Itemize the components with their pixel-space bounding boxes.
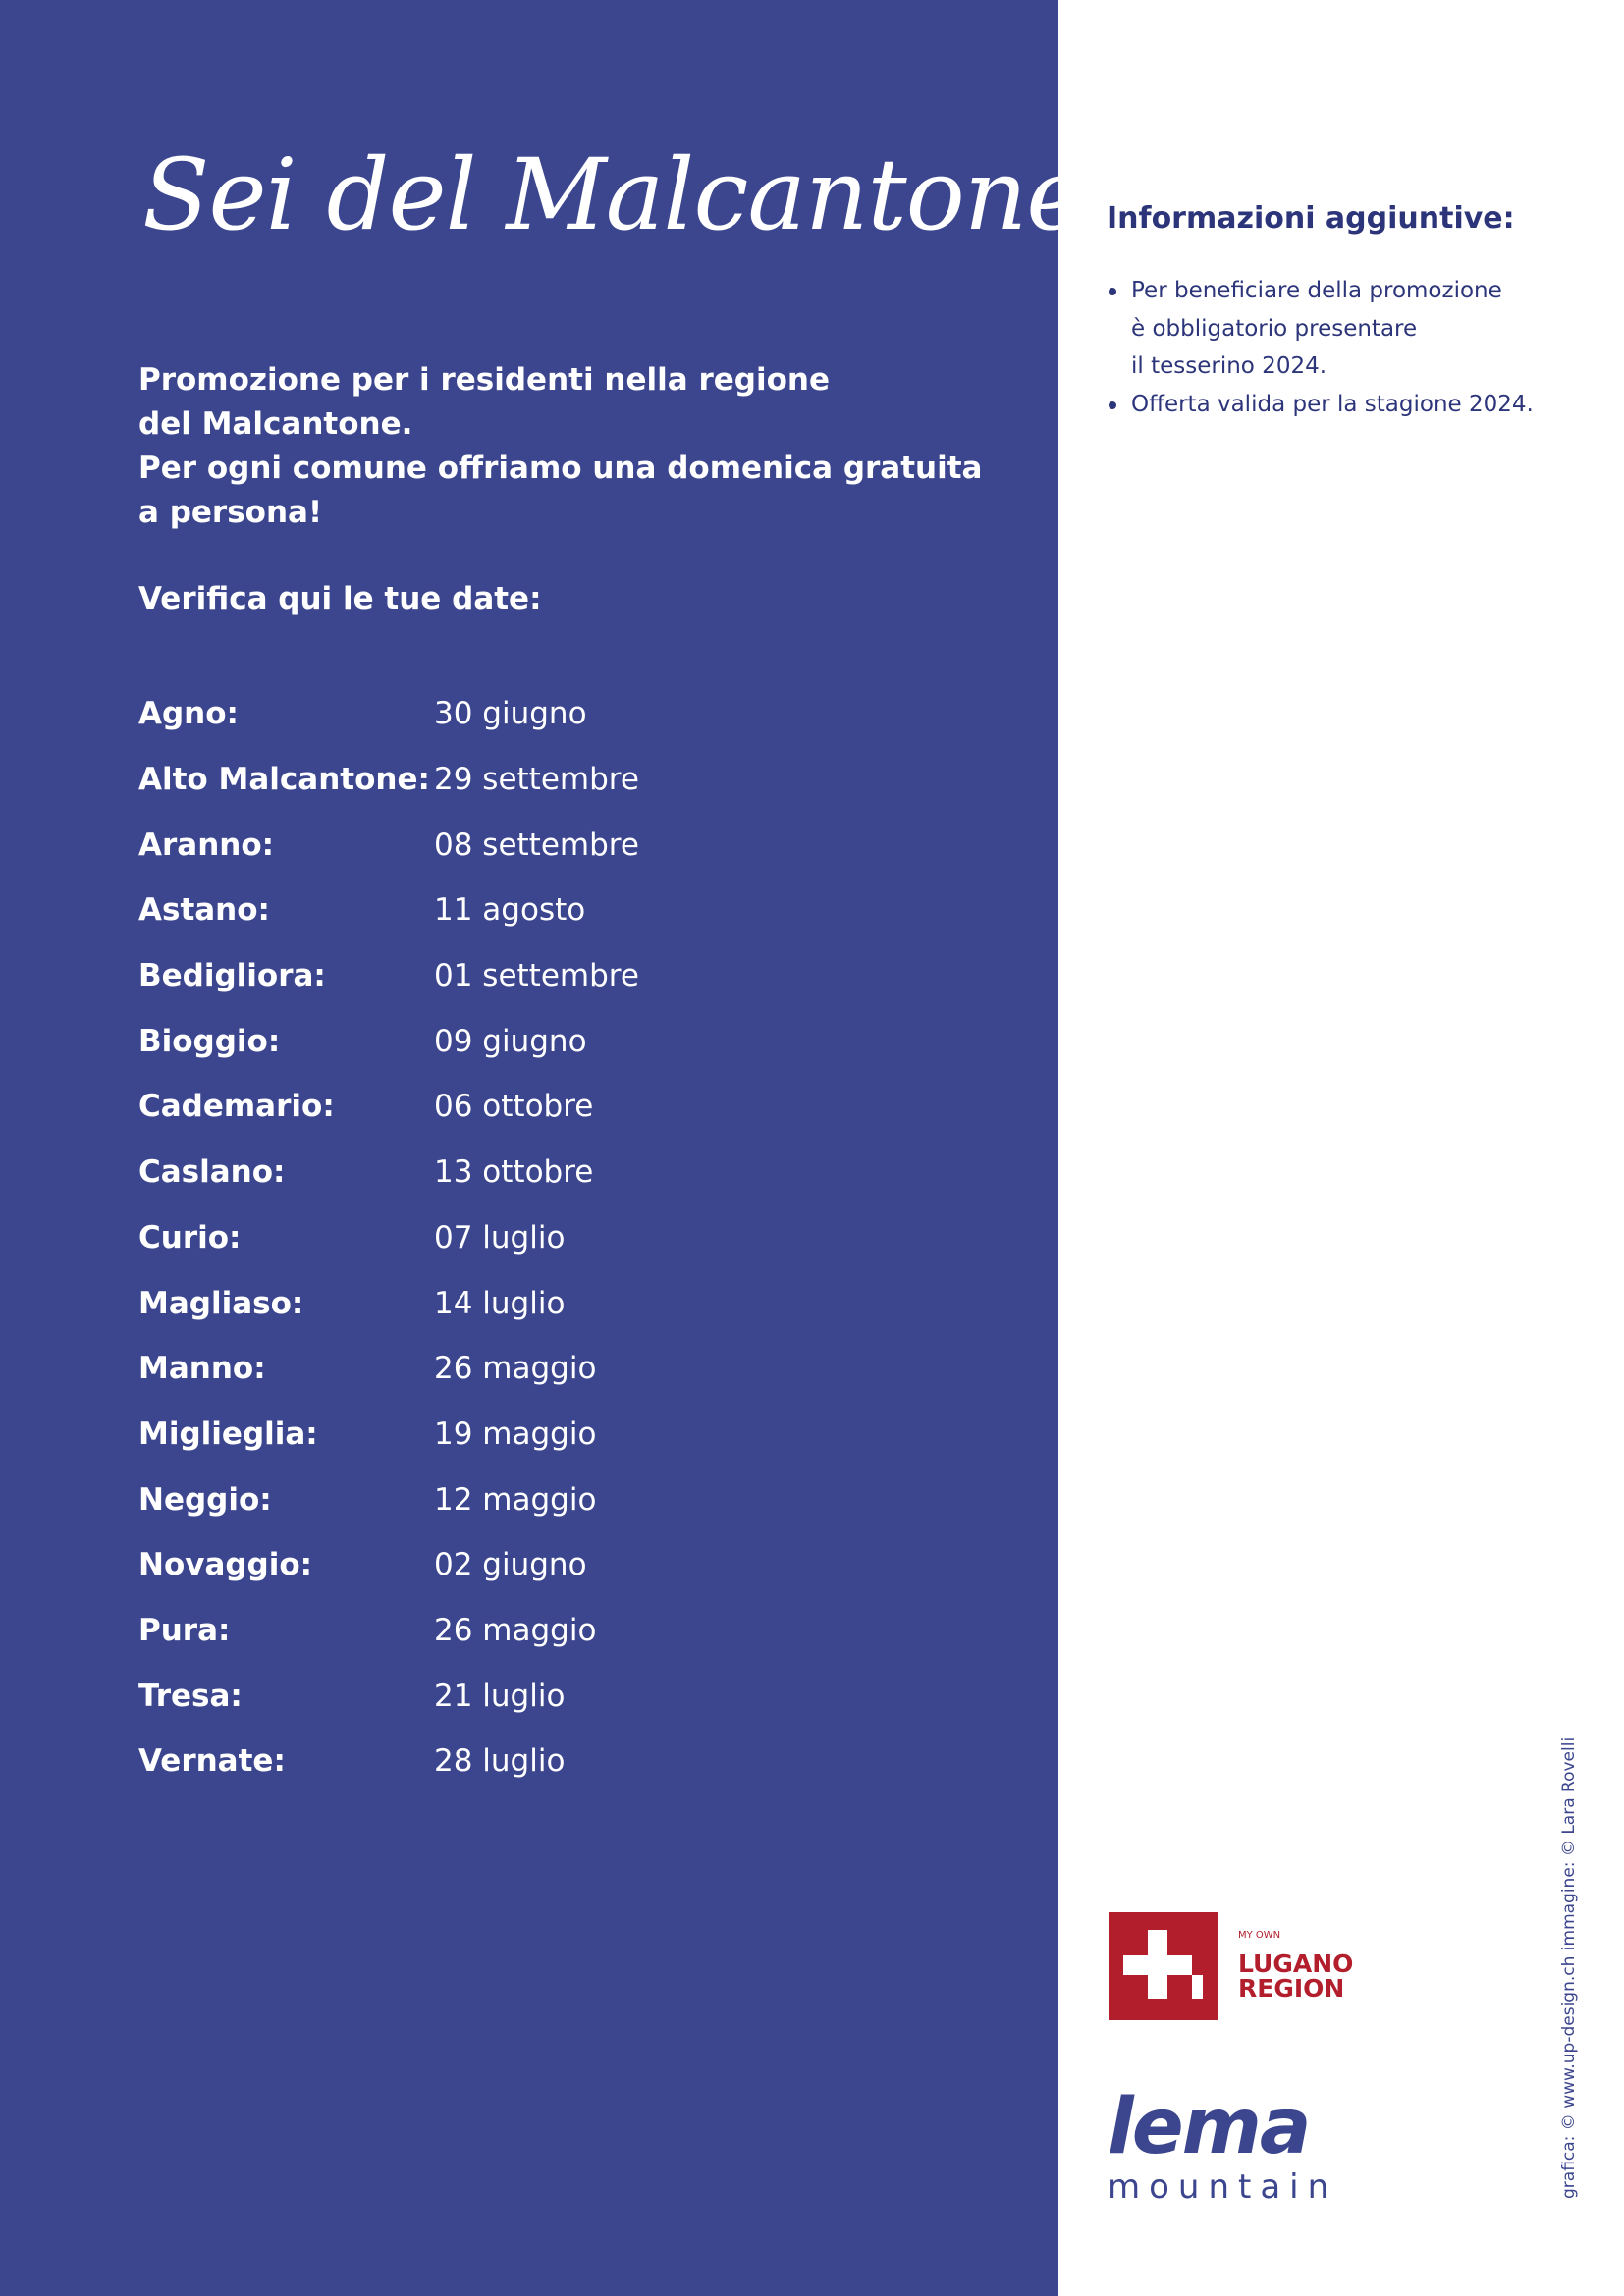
lugano-tagline: MY OWN [1238,1930,1281,1941]
town-name: Vernate: [138,1743,286,1780]
date-row [138,1532,639,1598]
town-date: 26 maggio [434,1612,597,1648]
town-date: 26 maggio [434,1351,597,1387]
town-name: Cademario: [138,1089,335,1125]
town-date: 08 settembre [434,827,639,863]
lugano-region-logo [1238,1951,1353,2001]
swiss-cross-shape [1109,1912,1218,2020]
town-date: 12 maggio [434,1481,597,1518]
date-row [138,1729,639,1794]
date-row [138,1140,639,1205]
town-date: 13 ottobre [434,1154,594,1191]
town-name: Alto Malcantone: [138,762,430,798]
town-name: Astano: [138,892,270,929]
town-date: 01 settembre [434,958,639,994]
date-row [138,1205,639,1271]
town-name: Aranno: [138,827,275,863]
town-name: Magliaso: [138,1285,304,1321]
town-date: 06 ottobre [434,1089,594,1125]
date-row [138,1402,639,1468]
date-row [138,878,639,943]
date-row [138,681,639,747]
town-date: 11 agosto [434,892,586,929]
credits-text: grafica: © www.up-design.ch immagine: © Lara Rovelli [1559,1736,1579,2199]
town-name: Caslano: [138,1154,286,1191]
town-name: Tresa: [138,1678,243,1714]
town-name: Curio: [138,1219,242,1255]
date-row [138,1270,639,1336]
date-row [138,812,639,878]
town-name: Agno: [138,696,239,732]
town-name: Bedigliora: [138,958,326,994]
town-date: 02 giugno [434,1547,587,1583]
town-name: Manno: [138,1351,266,1387]
page-title: Sei del Malcantone? [142,137,1136,252]
town-date: 29 settembre [434,762,639,798]
town-date: 09 giugno [434,1023,587,1059]
date-row [138,1598,639,1664]
intro-line: Per ogni comune offriamo una domenica gratuita [138,451,983,486]
intro-line: Promozione per i residenti nella regione [138,362,830,398]
date-row [138,1008,639,1074]
info-line: il tesserino 2024. [1131,353,1327,379]
info-title: Informazioni aggiuntive: [1107,201,1515,236]
town-date: 07 luglio [434,1219,566,1255]
swiss-cross-icon [1109,1912,1218,2020]
lugano-line: LUGANO [1238,1949,1354,1978]
dates-list [138,681,639,1794]
date-row [138,943,639,1009]
town-date: 14 luglio [434,1285,566,1321]
intro-text [138,358,1002,535]
lugano-line: REGION [1238,1974,1345,2002]
info-item [1107,272,1568,386]
date-row [138,1663,639,1729]
intro-line: del Malcantone. [138,406,413,442]
info-line: Offerta valida per la stagione 2024. [1131,391,1534,417]
town-date: 19 maggio [434,1415,597,1452]
town-name: Novaggio: [138,1547,313,1583]
intro-line: a persona! [138,495,323,530]
town-name: Miglieglia: [138,1415,318,1452]
town-name: Bioggio: [138,1023,281,1059]
town-date: 28 luglio [434,1743,566,1780]
date-row [138,1074,639,1140]
verify-label: Verifica qui le tue date: [138,581,542,616]
town-date: 21 luglio [434,1678,566,1714]
lema-logo-subtitle: mountain [1108,2167,1338,2207]
date-row [138,747,639,813]
date-row [138,1467,639,1532]
town-name: Neggio: [138,1481,272,1518]
info-line: Per beneficiare della promozione [1131,278,1502,303]
info-item [1107,386,1568,424]
info-line: è obbligatorio presentare [1131,315,1418,342]
date-row [138,1336,639,1402]
info-list [1107,272,1568,423]
town-date: 30 giugno [434,696,587,732]
town-name: Pura: [138,1612,231,1648]
lema-logo: lema [1108,2083,1310,2171]
